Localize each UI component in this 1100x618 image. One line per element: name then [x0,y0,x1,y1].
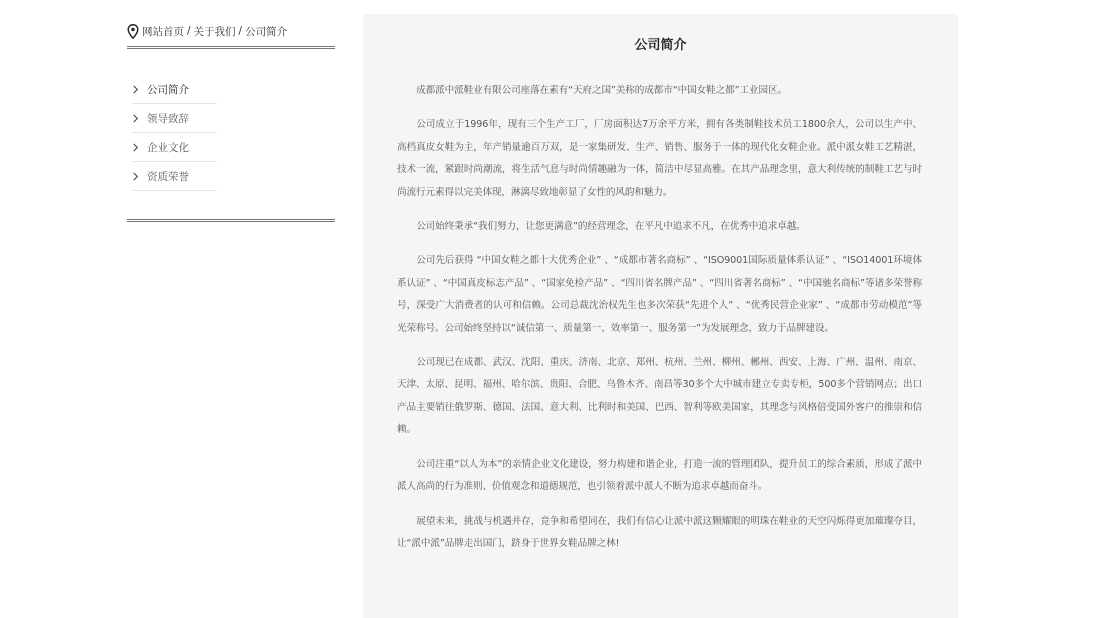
sidebar-item-label: 公司简介 [147,83,189,96]
map-pin-icon [127,24,139,39]
breadcrumb-separator: / [238,25,243,37]
page-title: 公司简介 [634,38,687,53]
sidebar-item-leadership-message[interactable] [132,104,217,133]
side-nav [132,75,217,191]
article-panel [363,14,958,618]
sidebar-item-honors[interactable] [132,162,217,191]
breadcrumb-separator: / [187,25,191,37]
article-paragraph: 展望未来，挑战与机遇并存，竞争和希望同在，我们有信心让派中派这颗耀眼的明珠在鞋业的天空闪烁得更加璀璨夺目，让“派中派”品牌走出国门，跻身于世界女鞋品牌之林! [397,515,922,549]
sidebar-item-label: 领导致辞 [147,112,189,125]
chevron-right-icon [132,85,139,94]
sidebar-item-label: 企业文化 [147,141,189,154]
article-paragraph: 公司始终秉承“我们努力，让您更满意”的经营理念，在平凡中追求不凡，在优秀中追求卓越。 [416,221,806,233]
article-body [397,80,922,555]
sidebar-divider [127,219,335,222]
article-paragraph: 公司注重“以人为本”的亲情企业文化建设，努力构建和谐企业，打造一流的管理团队，提升员工的综合素质，形成了派中派人高尚的行为准则、价值观念和道德规范，也引领着派中派人不断为追求卓越而奋斗。 [397,458,922,493]
breadcrumb-about-link[interactable]: 关于我们 [193,25,236,38]
sidebar-item-corporate-culture[interactable] [132,133,217,162]
article-paragraph: 成都派中派鞋业有限公司座落在素有“天府之国”美称的成都市“中国女鞋之都”工业园区。 [416,85,787,96]
chevron-right-icon [132,143,139,152]
breadcrumb-home-link[interactable]: 网站首页 [142,25,184,38]
article-paragraph: 公司现已在成都、武汉、沈阳、重庆、济南、北京、郑州、杭州、兰州、柳州、郴州、西安、上海、广州、温州、南京、天津、太原、昆明、福州、哈尔滨、贵阳、合肥、乌鲁木齐、南昌等30多个大中城市建立专卖专柜，500多个营销网点；出口产品主要销往俄罗斯、德国、法国、意大利、比利时和美国、巴西、智利等欧美国家，其理念与风格倍受国外客户的推崇和信赖。 [397,357,922,436]
sidebar [127,18,335,222]
sidebar-item-label: 资质荣誉 [147,170,189,183]
breadcrumb [127,18,335,49]
chevron-right-icon [132,114,139,123]
article-paragraph: 公司成立于1996年，现有三个生产工厂，厂房面积达7万余平方米，拥有各类制鞋技术员工1800余人，公司以生产中、高档真皮女鞋为主，年产销量逾百万双，是一家集研发、生产、销售、服务于一体的现代化女鞋企业。派中派女鞋工艺精湛，技术一流，紧跟时尚潮流，将生活气息与时尚情趣融为一体，简洁中尽显高雅。在其产品理念里，意大利传统的制鞋工艺与时尚流行元素得以完美体现，淋漓尽致地彰显了女性的风韵和魅力。 [397,119,922,198]
chevron-right-icon [132,172,139,181]
breadcrumb-current: 公司简介 [245,25,288,38]
article-paragraph: 公司先后获得 “中国女鞋之都十大优秀企业” 、“成都市著名商标” 、“ISO9001国际质量体系认证” 、“ISO14001环境体系认证” 、“中国真皮标志产品” 、“国家免检产品” 、“四川省名牌产品” 、“四川省著名商标” 、“中国驰名商标”等诸多荣誉称号，深受广大消费者的认可和信赖。公司总裁沈治权先生也多次荣获“先进个人” 、“优秀民营企业家” 、“成都市劳动模范”等光荣称号。公司始终坚持以“诚信第一、质量第一、效率第一、服务第一”为发展理念，致力于品牌建设。 [397,255,922,334]
sidebar-item-company-profile[interactable] [132,75,217,104]
